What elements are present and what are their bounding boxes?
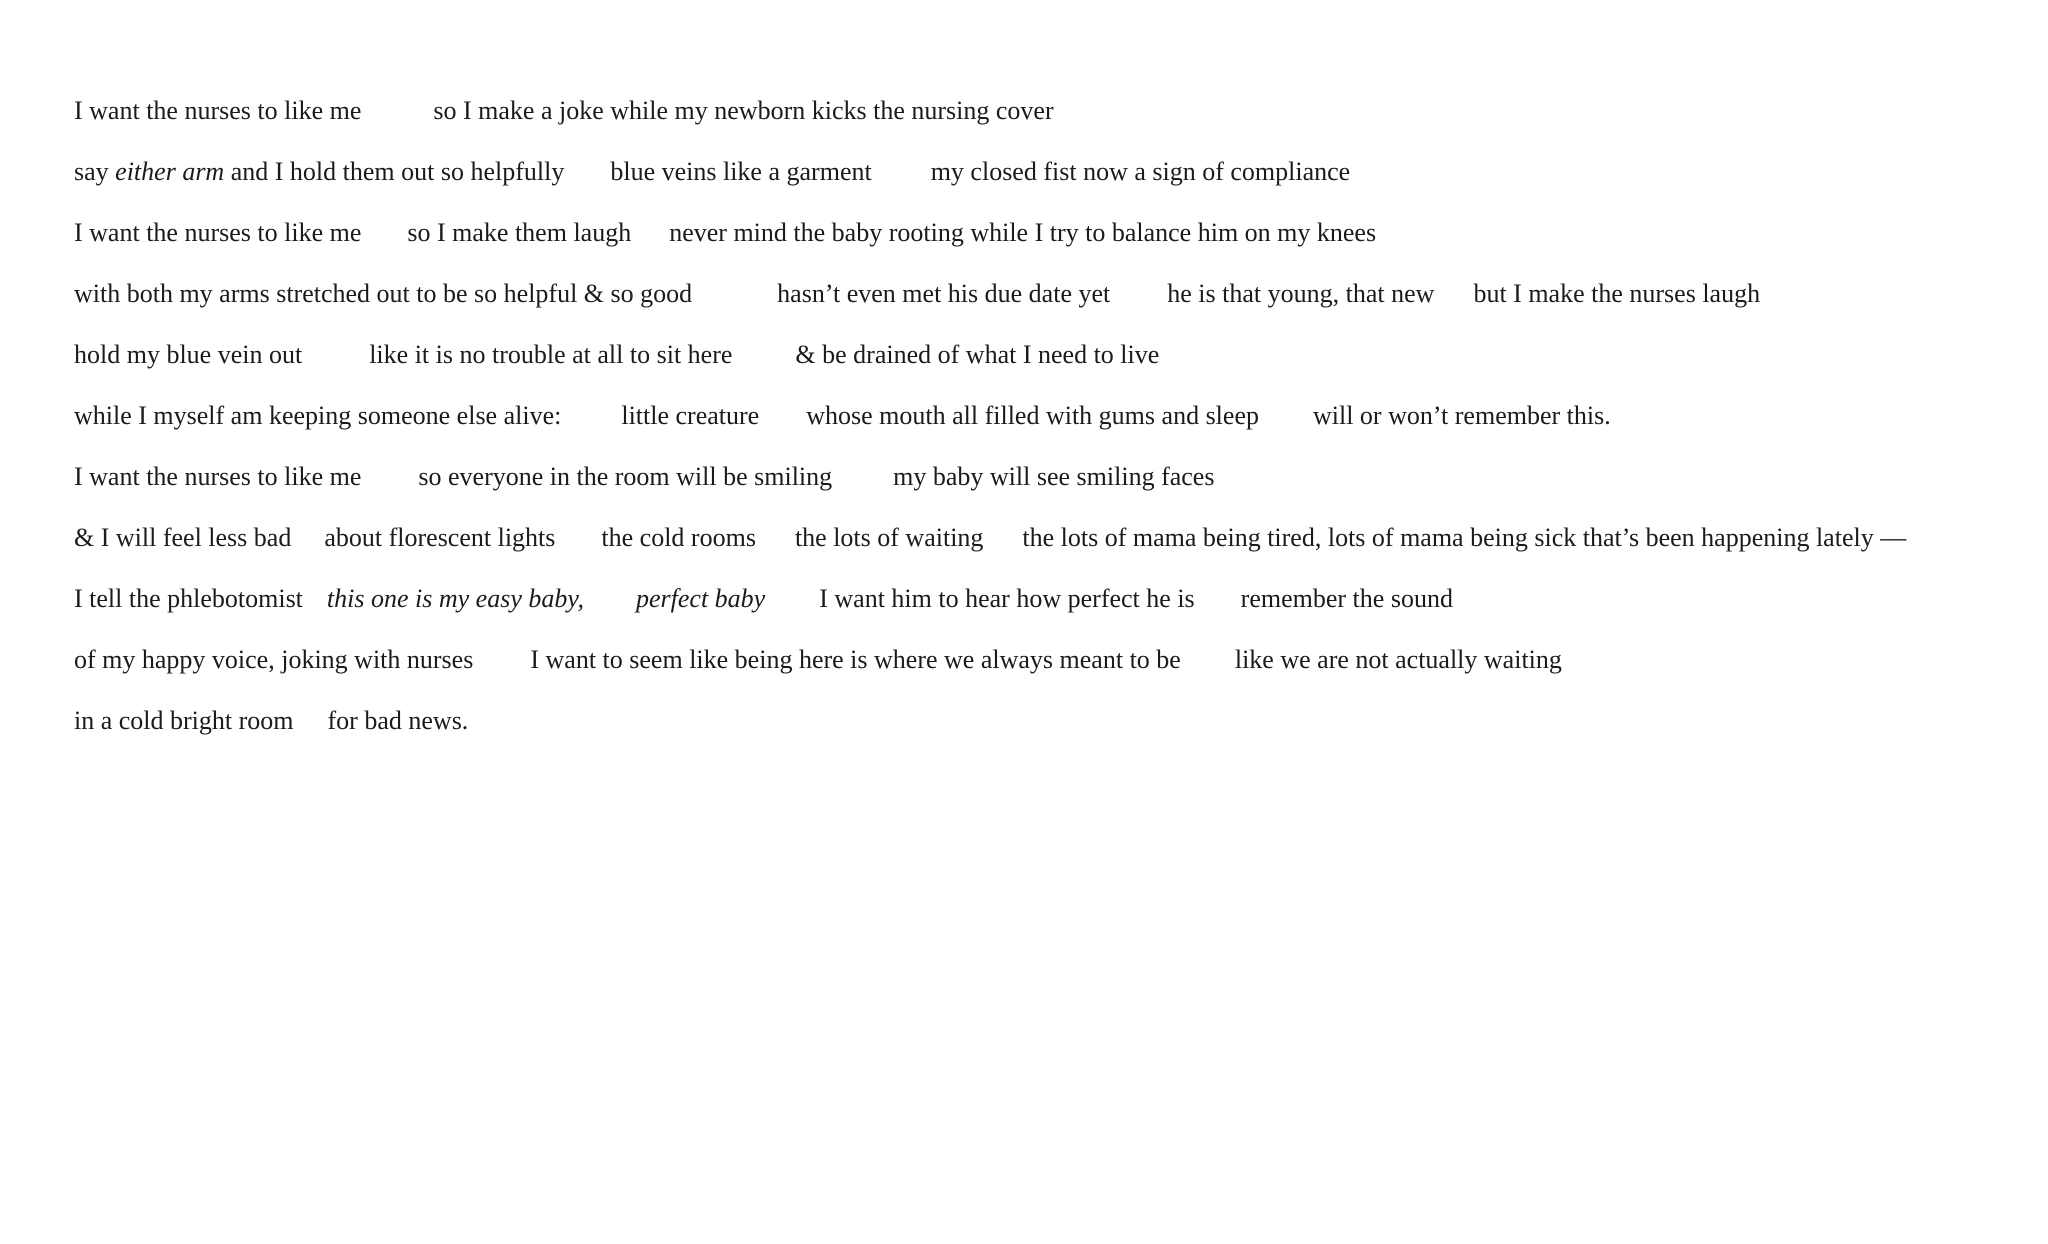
poem <box>74 96 2008 767</box>
poem-phrase: say <box>74 157 116 186</box>
poem-phrase: & I will feel less bad <box>74 523 292 552</box>
poem-phrase: of my happy voice, joking with nurses <box>74 645 474 674</box>
poem-phrase: so I make them laugh <box>407 218 632 247</box>
poem-phrase: the cold rooms <box>601 523 756 552</box>
poem-line <box>74 462 2008 492</box>
poem-phrase: perfect baby <box>636 584 766 613</box>
poem-phrase: never mind the baby rooting while I try to balance him on my knees <box>669 218 1377 247</box>
poem-phrase: in a cold bright room <box>74 706 294 735</box>
poem-phrase: little creature <box>621 401 760 430</box>
poem-phrase: whose mouth all filled with gums and sleep <box>806 401 1259 430</box>
poem-phrase: I want the nurses to like me <box>74 462 362 491</box>
poem-phrase: the lots of mama being tired, lots of mama being sick that’s been happening lately — <box>1022 523 1907 552</box>
poem-line <box>74 279 2008 309</box>
poem-phrase: with both my arms stretched out to be so helpful & so good <box>74 279 693 308</box>
poem-stanza <box>74 340 2008 431</box>
poem-phrase: and I hold them out so helpfully <box>224 157 565 186</box>
poem-phrase: remember the sound <box>1240 584 1453 613</box>
poem-phrase: I want to seem like being here is where we always meant to be <box>530 645 1181 674</box>
poem-line <box>74 645 2008 675</box>
poem-phrase: my baby will see smiling faces <box>893 462 1215 491</box>
poem-phrase: will or won’t remember this. <box>1312 401 1611 430</box>
poem-phrase: he is that young, that new <box>1167 279 1435 308</box>
poem-phrase: either arm <box>115 157 225 186</box>
poem-stanza <box>74 218 2008 309</box>
poem-phrase: & be drained of what I need to live <box>795 340 1160 369</box>
poem-line <box>74 340 2008 370</box>
poem-phrase: so everyone in the room will be smiling <box>418 462 833 491</box>
poem-phrase: about florescent lights <box>324 523 556 552</box>
poem-phrase: I want the nurses to like me <box>74 96 362 125</box>
poem-phrase: while I myself am keeping someone else alive: <box>74 401 562 430</box>
poem-phrase: like it is no trouble at all to sit here <box>369 340 733 369</box>
poem-phrase: I tell the phlebotomist <box>74 584 303 613</box>
poem-line <box>74 706 2008 736</box>
poem-phrase: so I make a joke while my newborn kicks the nursing cover <box>433 96 1054 125</box>
poem-line <box>74 218 2008 248</box>
poem-phrase: like we are not actually waiting <box>1234 645 1562 674</box>
poem-phrase: I want him to hear how perfect he is <box>819 584 1195 613</box>
poem-phrase: this one is my easy baby, <box>326 584 584 613</box>
poem-stanza <box>74 462 2008 553</box>
poem-line <box>74 96 2008 126</box>
poem-phrase: hold my blue vein out <box>74 340 303 369</box>
poem-line <box>74 584 2008 614</box>
poem-phrase: blue veins like a garment <box>610 157 872 186</box>
poem-stanza <box>74 584 2008 736</box>
poem-line <box>74 523 2008 553</box>
poem-line <box>74 157 2008 187</box>
poem-stanza <box>74 96 2008 187</box>
poem-line <box>74 401 2008 431</box>
poem-phrase: hasn’t even met his due date yet <box>777 279 1111 308</box>
poem-phrase: my closed fist now a sign of compliance <box>930 157 1351 186</box>
poem-phrase: the lots of waiting <box>794 523 984 552</box>
poem-phrase: I want the nurses to like me <box>74 218 362 247</box>
poem-phrase: but I make the nurses laugh <box>1473 279 1761 308</box>
poem-phrase: for bad news. <box>327 706 469 735</box>
